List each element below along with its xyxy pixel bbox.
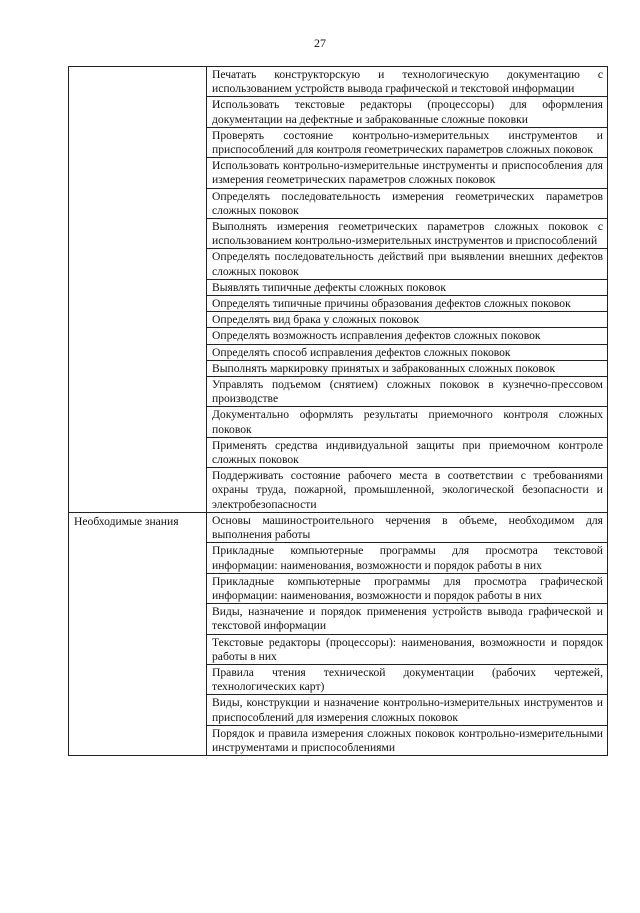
skill-item: Документально оформлять результаты приемочного контроля сложных поковок bbox=[207, 407, 608, 437]
skill-item: Определять типичные причины образования дефектов сложных поковок bbox=[207, 296, 608, 312]
skill-item: Управлять подъемом (снятием) сложных поковок в кузнечно-прессовом производстве bbox=[207, 377, 608, 407]
skill-item: Определять последовательность измерения геометрических параметров сложных поковок bbox=[207, 188, 608, 218]
skill-item: Определять способ исправления дефектов сложных поковок bbox=[207, 344, 608, 360]
table-row bbox=[69, 512, 608, 542]
skill-item: Использовать текстовые редакторы (процессоры) для оформления документации на дефектные и забракованные сложные поковки bbox=[207, 97, 608, 127]
knowledge-item: Порядок и правила измерения сложных поковок контрольно-измерительными инструментами и приспособлениями bbox=[207, 725, 608, 755]
skills-label-cell bbox=[69, 67, 207, 513]
knowledge-item: Виды, конструкции и назначение контрольно-измерительных инструментов и приспособлений для измерения сложных поковок bbox=[207, 695, 608, 725]
skill-item: Определять возможность исправления дефектов сложных поковок bbox=[207, 328, 608, 344]
skill-item: Выполнять маркировку принятых и забракованных сложных поковок bbox=[207, 360, 608, 376]
skill-item: Печатать конструкторскую и технологическую документацию с использованием устройств вывода графической и текстовой информации bbox=[207, 67, 608, 97]
skill-item: Использовать контрольно-измерительные инструменты и приспособления для измерения геометрических параметров сложных поковок bbox=[207, 158, 608, 188]
skill-item: Выявлять типичные дефекты сложных поковок bbox=[207, 279, 608, 295]
knowledge-item: Основы машиностроительного черчения в объеме, необходимом для выполнения работы bbox=[207, 512, 608, 542]
knowledge-item: Прикладные компьютерные программы для просмотра графической информации: наименования, возможности и порядок работы в них bbox=[207, 573, 608, 603]
skill-item: Поддерживать состояние рабочего места в соответствии с требованиями охраны труда, пожарной, промышленной, экологической безопасности и электробезопасности bbox=[207, 468, 608, 513]
knowledge-item: Правила чтения технической документации (рабочих чертежей, технологических карт) bbox=[207, 664, 608, 694]
table-row bbox=[69, 67, 608, 97]
skill-item: Определять вид брака у сложных поковок bbox=[207, 312, 608, 328]
knowledge-item: Виды, назначение и порядок применения устройств вывода графической и текстовой информации bbox=[207, 604, 608, 634]
knowledge-item: Прикладные компьютерные программы для просмотра текстовой информации: наименования, возможности и порядок работы в них bbox=[207, 543, 608, 573]
knowledge-item: Текстовые редакторы (процессоры): наименования, возможности и порядок работы в них bbox=[207, 634, 608, 664]
skill-item: Определять последовательность действий при выявлении внешних дефектов сложных поковок bbox=[207, 249, 608, 279]
skill-item: Проверять состояние контрольно-измерительных инструментов и приспособлений для контроля геометрических параметров сложных поковок bbox=[207, 127, 608, 157]
knowledge-label-cell bbox=[69, 512, 207, 755]
page-number: 27 bbox=[314, 36, 326, 50]
knowledge-label: Необходимые знания bbox=[74, 514, 179, 528]
skill-item: Применять средства индивидуальной защиты при приемочном контроле сложных поковок bbox=[207, 437, 608, 467]
requirements-table bbox=[68, 66, 608, 756]
skill-item: Выполнять измерения геометрических параметров сложных поковок с использованием контрольно-измерительных инструментов и приспособлений bbox=[207, 219, 608, 249]
